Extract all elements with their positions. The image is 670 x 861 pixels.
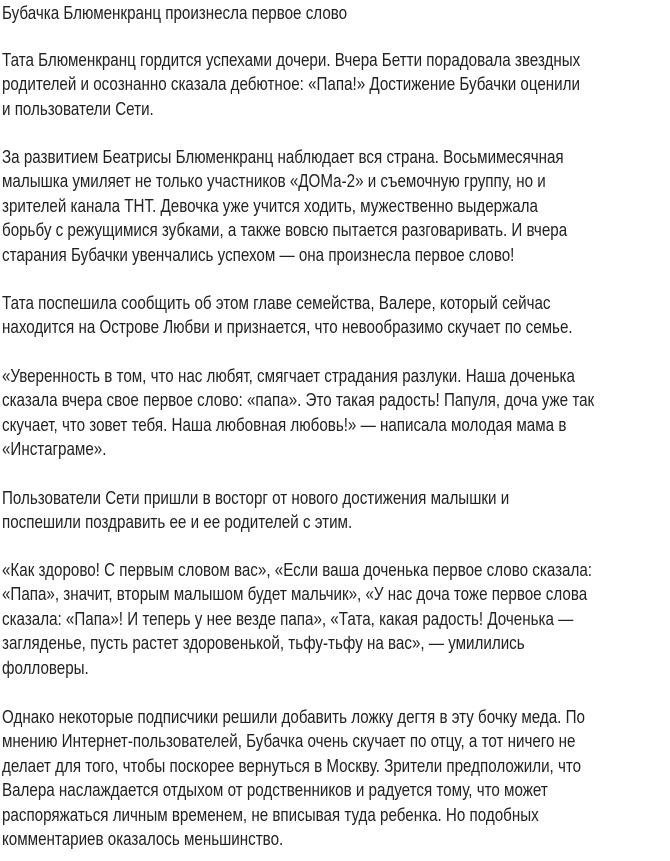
paragraph-line: «Как здорово! С первым словом вас», «Если ваша доченька первое слово сказала: bbox=[2, 559, 592, 580]
paragraph-line: «Инстаграме». bbox=[2, 438, 107, 460]
paragraph-2 bbox=[2, 145, 670, 267]
paragraph-line: делает для того, чтобы поскорее вернуться в Москву. Зрители предположили, что bbox=[2, 754, 582, 776]
paragraph-line: поспешили поздравить ее и ее родителей с этим. bbox=[2, 511, 353, 533]
paragraph-line: сказала: «Папа»! И теперь у нее везде папа», «Тата, какая радость! Доченька — bbox=[2, 607, 574, 629]
paragraph-line: зрителей канала ТНТ. Девочка уже учится ходить, мужественно выдержала bbox=[2, 194, 538, 216]
paragraph-6 bbox=[2, 558, 670, 680]
paragraph-line: скучает, что зовет тебя. Наша любовная любовь!» — написала молодая мама в bbox=[2, 413, 567, 435]
paragraph-line: Валера наслаждается отдыхом от родственников и радуется тому, что может bbox=[2, 779, 548, 801]
paragraph-line: «Папа», значит, вторым малышом будет мальчик», «У нас доча тоже первое слова bbox=[2, 583, 588, 605]
paragraph-line: родителей и осознанно сказала дебютное: «Папа!» Достижение Бубачки оценили bbox=[2, 73, 580, 95]
paragraph-line: Однако некоторые подписчики решили добавить ложку дегтя в эту бочку меда. По bbox=[2, 706, 585, 727]
paragraph-7 bbox=[2, 705, 670, 851]
paragraph-line: распоряжаться личным временем, не вписывая туда ребенка. Но подобных bbox=[2, 803, 539, 825]
paragraph-line: фолловеры. bbox=[2, 656, 89, 678]
paragraph-line: находится на Острове Любви и признается, что невообразимо скучает по семье. bbox=[2, 316, 573, 338]
paragraph-line: старания Бубачки увенчались успехом — она произнесла первое слово! bbox=[2, 243, 515, 265]
paragraph-line: борьбу с режущимися зубками, а также вовсю пытается разговаривать. И вчера bbox=[2, 219, 568, 241]
paragraph-5 bbox=[2, 486, 621, 535]
paragraph-1 bbox=[2, 48, 670, 121]
paragraph-line: За развитием Беатрисы Блюменкранц наблюдает вся страна. Восьмимесячная bbox=[2, 146, 564, 167]
paragraph-4 bbox=[2, 364, 670, 462]
paragraph-line: мнению Интернет-пользователей, Бубачка очень скучает по отцу, а тот ничего не bbox=[2, 730, 576, 752]
paragraph-line: и пользователи Сети. bbox=[2, 97, 154, 119]
paragraph-line: Тата Блюменкранц гордится успехами дочери. Вчера Бетти порадовала звездных bbox=[2, 49, 581, 70]
paragraph-line: Пользователи Сети пришли в восторг от нового достижения малышки и bbox=[2, 487, 510, 508]
paragraph-3 bbox=[2, 291, 670, 340]
paragraph-line: «Уверенность в том, что нас любят, смягчает страдания разлуки. Наша доченька bbox=[2, 365, 575, 386]
paragraph-line: комментариев оказалось меньшинство. bbox=[2, 827, 284, 849]
article-title: Бубачка Блюменкранц произнесла первое слово bbox=[2, 2, 348, 23]
paragraph-line: сказала вчера свое первое слово: «папа». Это такая радость! Папуля, доча уже так bbox=[2, 389, 595, 411]
paragraph-line: малышка умиляет не только участников «ДОМа-2» и съемочную группу, но и bbox=[2, 170, 546, 192]
paragraph-line: Тата поспешила сообщить об этом главе семейства, Валере, который сейчас bbox=[2, 292, 551, 313]
paragraph-line: загляденье, пусть растет здоровенькой, тьфу-тьфу на вас», — умилились bbox=[2, 632, 525, 654]
